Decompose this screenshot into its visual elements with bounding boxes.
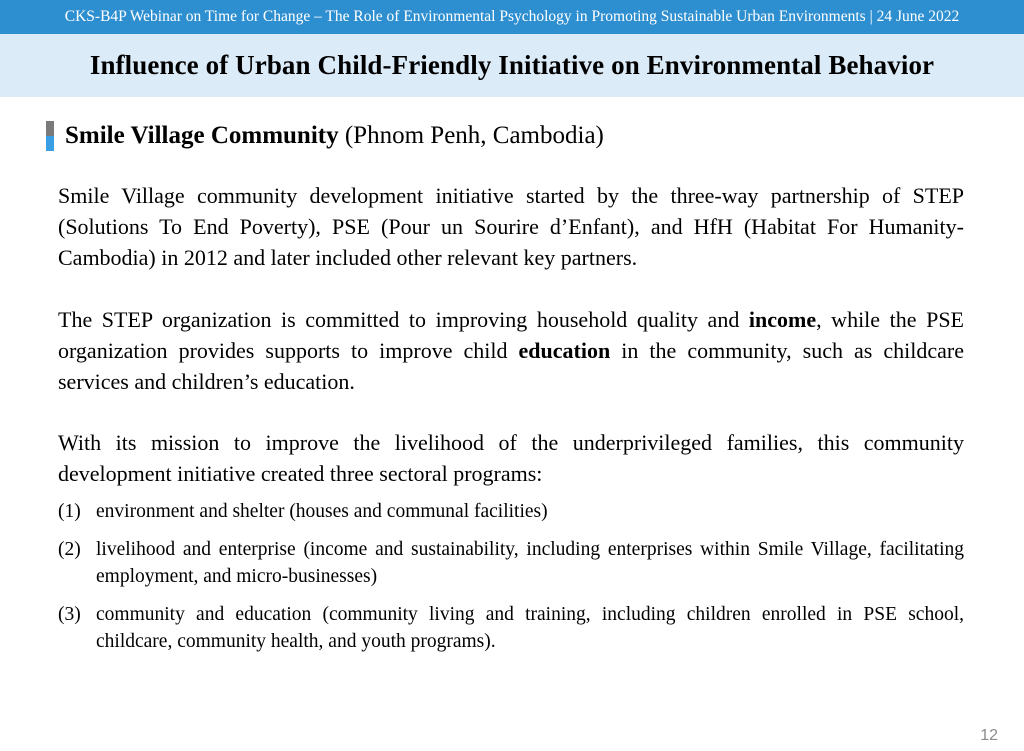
keyword-education: education: [518, 338, 611, 363]
section-heading-bold: Smile Village Community: [65, 122, 339, 149]
paragraph-organizations-part-c: , while the PSE organization provides supports to improve child: [58, 307, 964, 363]
heading-marker-icon: [46, 121, 54, 151]
slide-title: Influence of Urban Child-Friendly Initiative on Environmental Behavior: [89, 50, 935, 80]
section-heading: [46, 118, 604, 154]
list-item: [58, 601, 964, 655]
paragraph-organizations-part-e: in the community, such as childcare services and children’s education.: [58, 338, 964, 394]
list-item: [58, 536, 964, 590]
list-item-number: (3): [58, 604, 81, 625]
paragraph-partnership: Smile Village community development initiative started by the three-way partnership of STEP (Solutions To End Poverty), PSE (Pour un Sourire d’Enfant), and HfH (Habitat For Humanity-Cambodia) in 2012 and later included other relevant key partners.: [58, 183, 964, 270]
section-heading-location: (Phnom Penh, Cambodia): [338, 122, 604, 149]
program-list: [58, 498, 964, 666]
paragraph-organizations: [58, 304, 964, 397]
keyword-income: income: [748, 307, 817, 332]
webinar-banner-text: CKS-B4P Webinar on Time for Change – The Role of Environmental Psychology in Promoting Sustainable Urban Environments | 24 June 2022: [64, 8, 960, 25]
list-item-number: (2): [58, 539, 81, 560]
section-heading-text: [65, 122, 604, 150]
paragraph-mission: With its mission to improve the livelihood of the underprivileged families, this community development initiative created three sectoral programs:: [58, 430, 964, 486]
page-number: 12: [980, 727, 998, 744]
list-item-text: livelihood and enterprise (income and sustainability, including enterprises within Smile Village, facilitating employment, and micro-businesses): [96, 539, 964, 587]
list-item-text: environment and shelter (houses and communal facilities): [96, 501, 548, 522]
list-item: [58, 498, 964, 525]
webinar-banner: [0, 0, 1024, 34]
paragraph-organizations-part-a: The STEP organization is committed to improving household quality and: [58, 307, 749, 332]
slide-title-band: [0, 34, 1024, 97]
list-item-text: community and education (community living and training, including children enrolled in PSE school, childcare, community health, and youth programs).: [96, 604, 964, 652]
list-item-number: (1): [58, 501, 81, 522]
